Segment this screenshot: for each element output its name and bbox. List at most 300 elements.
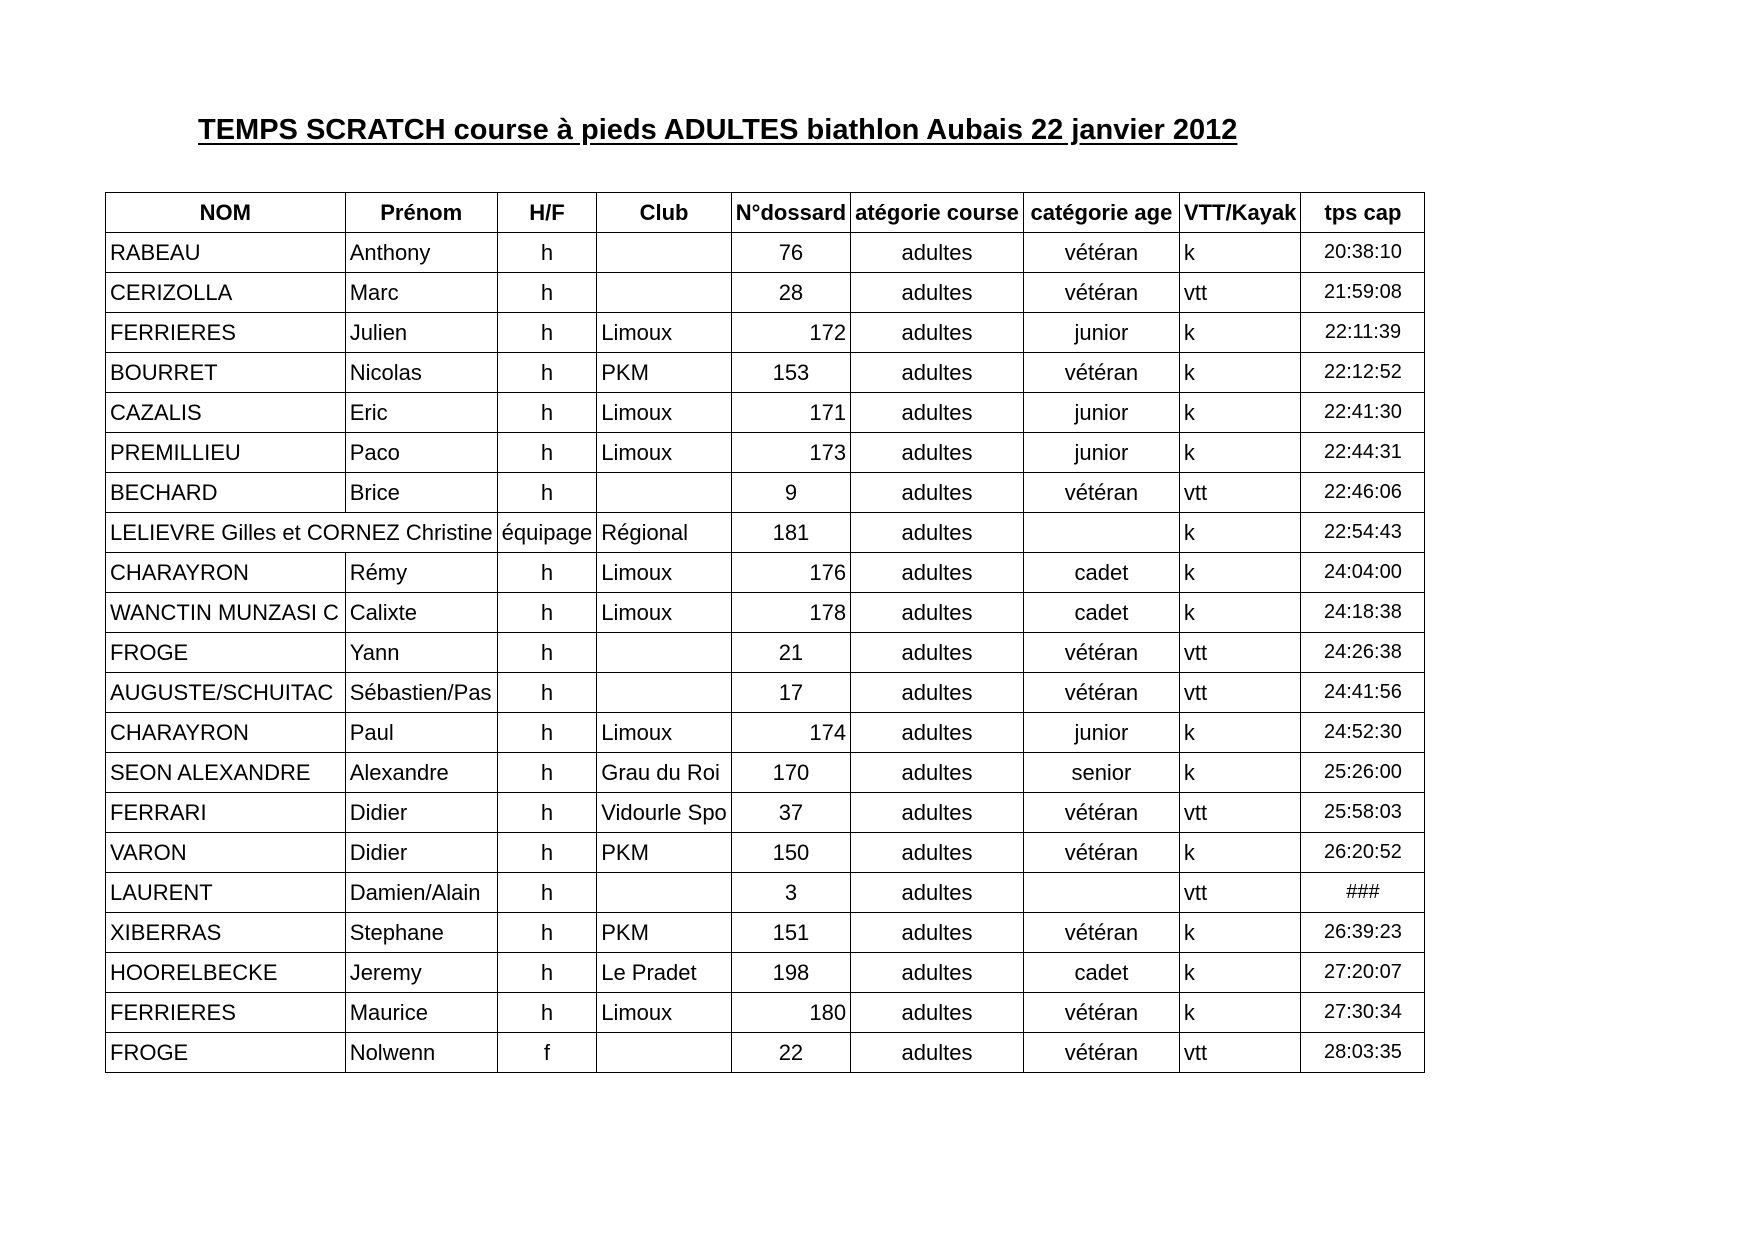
- page-title: TEMPS SCRATCH course à pieds ADULTES biathlon Aubais 22 janvier 2012: [198, 114, 1238, 146]
- cell-tps-cap-text: 20:38:10: [1323, 241, 1402, 263]
- cell-categorie-age: [1023, 433, 1179, 473]
- cell-club: [597, 513, 732, 553]
- cell-prenom-text: Nolwenn: [349, 1039, 436, 1065]
- cell-club: [597, 393, 732, 433]
- cell-categorie-course-text: adultes: [901, 1039, 973, 1065]
- cell-dossard: [731, 353, 850, 393]
- cell-tps-cap: [1301, 393, 1425, 433]
- cell-prenom: [345, 473, 497, 513]
- cell-dossard-text: 153: [772, 359, 810, 385]
- cell-dossard: [731, 513, 850, 553]
- cell-dossard-text: 174: [809, 719, 847, 745]
- cell-sexe: [497, 313, 597, 353]
- cell-nom-text: FROGE: [110, 639, 189, 665]
- cell-tps-cap-text: 27:20:07: [1323, 961, 1402, 983]
- cell-dossard: [731, 953, 850, 993]
- cell-prenom: [345, 713, 497, 753]
- cell-prenom-text: Alexandre: [349, 759, 449, 785]
- cell-club-text: PKM: [601, 839, 649, 865]
- cell-tps-cap-text: 25:26:00: [1323, 761, 1402, 783]
- cell-prenom: [345, 313, 497, 353]
- cell-sexe: [497, 1033, 597, 1073]
- cell-vtt-kayak-text: vtt: [1183, 479, 1208, 505]
- cell-club-text: Limoux: [601, 999, 673, 1025]
- cell-dossard-text: 3: [784, 879, 798, 905]
- cell-nom-text: FERRIERES: [110, 319, 236, 345]
- table-row: [106, 673, 1425, 713]
- cell-tps-cap-text: 22:44:31: [1323, 441, 1402, 463]
- cell-categorie-course-text: adultes: [901, 719, 973, 745]
- table-row: [106, 313, 1425, 353]
- cell-nom-text: LELIEVRE Gilles et CORNEZ Christine: [110, 519, 493, 545]
- cell-prenom-text: Sébastien/Pas: [349, 679, 492, 705]
- cell-prenom: [345, 1033, 497, 1073]
- cell-nom: [106, 273, 346, 313]
- cell-categorie-age: [1023, 993, 1179, 1033]
- cell-club: [597, 273, 732, 313]
- table-row: [106, 513, 1425, 553]
- cell-sexe: [497, 753, 597, 793]
- cell-nom-text: BOURRET: [110, 359, 218, 385]
- cell-tps-cap-text: 24:18:38: [1323, 601, 1402, 623]
- cell-sexe: [497, 273, 597, 313]
- cell-dossard-text: 9: [784, 479, 798, 505]
- cell-club: [597, 753, 732, 793]
- cell-prenom-text: Marc: [349, 279, 399, 305]
- cell-dossard-text: 173: [809, 439, 847, 465]
- cell-categorie-course-text: adultes: [901, 959, 973, 985]
- cell-sexe: [497, 993, 597, 1033]
- cell-club: [597, 873, 732, 913]
- cell-categorie-course: [851, 313, 1024, 353]
- cell-dossard-text: 198: [772, 959, 810, 985]
- cell-tps-cap-text: 24:26:38: [1323, 641, 1402, 663]
- cell-nom: [106, 433, 346, 473]
- cell-prenom: [345, 593, 497, 633]
- cell-tps-cap: [1301, 953, 1425, 993]
- cell-categorie-course-text: adultes: [901, 239, 973, 265]
- cell-vtt-kayak-text: k: [1183, 839, 1195, 865]
- cell-dossard: [731, 873, 850, 913]
- cell-sexe: [497, 633, 597, 673]
- cell-prenom: [345, 793, 497, 833]
- cell-tps-cap: [1301, 593, 1425, 633]
- cell-categorie-age-text: cadet: [1074, 959, 1129, 985]
- cell-tps-cap: [1301, 793, 1425, 833]
- cell-nom-text: WANCTIN MUNZASI C: [110, 599, 339, 625]
- cell-vtt-kayak-text: k: [1183, 399, 1195, 425]
- cell-dossard: [731, 753, 850, 793]
- table-row: [106, 433, 1425, 473]
- cell-vtt-kayak-text: vtt: [1183, 1039, 1208, 1065]
- cell-categorie-course-text: adultes: [901, 999, 973, 1025]
- cell-prenom: [345, 753, 497, 793]
- cell-nom: [106, 473, 346, 513]
- cell-sexe: [497, 833, 597, 873]
- cell-nom-text: VARON: [110, 839, 187, 865]
- cell-dossard: [731, 593, 850, 633]
- cell-nom-text: CHARAYRON: [110, 719, 249, 745]
- cell-dossard: [731, 473, 850, 513]
- cell-categorie-age-text: vétéran: [1064, 279, 1139, 305]
- cell-categorie-age-text: vétéran: [1064, 999, 1139, 1025]
- cell-categorie-course-text: adultes: [901, 639, 973, 665]
- header-sexe: H/F: [497, 193, 597, 233]
- cell-tps-cap: [1301, 873, 1425, 913]
- cell-prenom: [345, 393, 497, 433]
- cell-vtt-kayak-text: k: [1183, 559, 1195, 585]
- cell-categorie-course: [851, 273, 1024, 313]
- cell-categorie-course-text: adultes: [901, 519, 973, 545]
- cell-club-text: Limoux: [601, 719, 673, 745]
- cell-vtt-kayak: [1179, 593, 1301, 633]
- cell-vtt-kayak: [1179, 513, 1301, 553]
- cell-vtt-kayak-text: k: [1183, 319, 1195, 345]
- cell-nom-text: FERRIERES: [110, 999, 236, 1025]
- cell-club-text: Limoux: [601, 559, 673, 585]
- cell-nom-text: RABEAU: [110, 239, 201, 265]
- cell-vtt-kayak-text: k: [1183, 759, 1195, 785]
- cell-sexe: [497, 713, 597, 753]
- cell-prenom-text: Nicolas: [349, 359, 422, 385]
- cell-vtt-kayak-text: k: [1183, 999, 1195, 1025]
- cell-vtt-kayak-text: k: [1183, 959, 1195, 985]
- cell-club: [597, 793, 732, 833]
- cell-nom-text: SEON ALEXANDRE: [110, 759, 311, 785]
- cell-categorie-course: [851, 393, 1024, 433]
- cell-sexe: [497, 353, 597, 393]
- cell-prenom: [345, 433, 497, 473]
- cell-categorie-course: [851, 833, 1024, 873]
- cell-categorie-age-text: vétéran: [1064, 639, 1139, 665]
- cell-club-text: Régional: [601, 519, 689, 545]
- cell-dossard: [731, 793, 850, 833]
- cell-tps-cap-text: 22:54:43: [1323, 521, 1402, 543]
- table-row: [106, 913, 1425, 953]
- cell-club-text: PKM: [601, 919, 649, 945]
- cell-sexe-text: h: [540, 479, 554, 505]
- cell-categorie-age: [1023, 513, 1179, 553]
- cell-categorie-course-text: adultes: [901, 319, 973, 345]
- cell-tps-cap-text: 22:46:06: [1323, 481, 1402, 503]
- header-prenom: Prénom: [345, 193, 497, 233]
- cell-nom-text: CAZALIS: [110, 399, 202, 425]
- cell-dossard-text: 151: [772, 919, 810, 945]
- cell-categorie-age-text: junior: [1074, 719, 1129, 745]
- table-row: [106, 353, 1425, 393]
- cell-categorie-course-text: adultes: [901, 399, 973, 425]
- cell-nom: [106, 393, 346, 433]
- cell-sexe-text: h: [540, 719, 554, 745]
- cell-nom-text: FERRARI: [110, 799, 207, 825]
- cell-dossard-text: 76: [778, 239, 804, 265]
- cell-club: [597, 713, 732, 753]
- cell-categorie-course: [851, 993, 1024, 1033]
- cell-categorie-course-text: adultes: [901, 479, 973, 505]
- cell-vtt-kayak-text: vtt: [1183, 879, 1208, 905]
- cell-categorie-age-text: senior: [1071, 759, 1132, 785]
- cell-dossard: [731, 233, 850, 273]
- table-row: [106, 953, 1425, 993]
- cell-prenom-text: Damien/Alain: [349, 879, 481, 905]
- cell-dossard-text: 22: [778, 1039, 804, 1065]
- header-club: Club: [597, 193, 732, 233]
- table-row: [106, 273, 1425, 313]
- cell-vtt-kayak: [1179, 833, 1301, 873]
- cell-prenom: [345, 673, 497, 713]
- cell-prenom: [345, 233, 497, 273]
- header-categorie-age: catégorie age: [1023, 193, 1179, 233]
- cell-sexe-text: h: [540, 959, 554, 985]
- cell-club: [597, 233, 732, 273]
- cell-categorie-age: [1023, 273, 1179, 313]
- cell-vtt-kayak-text: k: [1183, 359, 1195, 385]
- cell-categorie-age: [1023, 593, 1179, 633]
- cell-tps-cap: [1301, 633, 1425, 673]
- header-nom: NOM: [106, 193, 346, 233]
- table-row: [106, 993, 1425, 1033]
- cell-categorie-age: [1023, 233, 1179, 273]
- cell-nom-text: AUGUSTE/SCHUITAC: [110, 679, 334, 705]
- cell-nom-text: PREMILLIEU: [110, 439, 241, 465]
- cell-prenom: [345, 833, 497, 873]
- cell-club-text: Limoux: [601, 319, 673, 345]
- cell-sexe-text: f: [543, 1039, 550, 1065]
- table-row: [106, 473, 1425, 513]
- cell-categorie-course: [851, 553, 1024, 593]
- cell-club: [597, 633, 732, 673]
- cell-categorie-age-text: junior: [1074, 399, 1129, 425]
- cell-vtt-kayak-text: k: [1183, 439, 1195, 465]
- cell-tps-cap: [1301, 553, 1425, 593]
- table-row: [106, 833, 1425, 873]
- cell-dossard-text: 180: [809, 999, 847, 1025]
- cell-prenom: [345, 913, 497, 953]
- cell-dossard-text: 150: [772, 839, 810, 865]
- cell-vtt-kayak: [1179, 953, 1301, 993]
- cell-vtt-kayak: [1179, 673, 1301, 713]
- cell-dossard: [731, 633, 850, 673]
- cell-categorie-course-text: adultes: [901, 439, 973, 465]
- cell-nom: [106, 513, 498, 553]
- cell-categorie-course: [851, 433, 1024, 473]
- cell-dossard-text: 28: [778, 279, 804, 305]
- cell-sexe: [497, 913, 597, 953]
- cell-tps-cap: [1301, 353, 1425, 393]
- cell-sexe: [497, 793, 597, 833]
- cell-categorie-age-text: cadet: [1074, 559, 1129, 585]
- cell-vtt-kayak: [1179, 313, 1301, 353]
- cell-tps-cap: [1301, 713, 1425, 753]
- cell-vtt-kayak-text: vtt: [1183, 279, 1208, 305]
- cell-vtt-kayak-text: k: [1183, 719, 1195, 745]
- cell-categorie-course: [851, 953, 1024, 993]
- cell-vtt-kayak: [1179, 913, 1301, 953]
- cell-categorie-age: [1023, 313, 1179, 353]
- cell-dossard: [731, 913, 850, 953]
- cell-club: [597, 833, 732, 873]
- cell-categorie-age: [1023, 553, 1179, 593]
- cell-categorie-age: [1023, 1033, 1179, 1073]
- cell-sexe-text: h: [540, 639, 554, 665]
- cell-categorie-course-text: adultes: [901, 559, 973, 585]
- cell-tps-cap: [1301, 913, 1425, 953]
- cell-sexe-text: h: [540, 999, 554, 1025]
- cell-prenom: [345, 353, 497, 393]
- cell-dossard: [731, 1033, 850, 1073]
- cell-vtt-kayak: [1179, 713, 1301, 753]
- results-body: [106, 233, 1425, 1073]
- cell-nom-text: BECHARD: [110, 479, 218, 505]
- cell-tps-cap: [1301, 993, 1425, 1033]
- cell-tps-cap: [1301, 753, 1425, 793]
- cell-dossard-text: 170: [772, 759, 810, 785]
- cell-prenom-text: Maurice: [349, 999, 428, 1025]
- table-row: [106, 713, 1425, 753]
- cell-sexe: [497, 953, 597, 993]
- cell-sexe: [497, 393, 597, 433]
- cell-club-text: PKM: [601, 359, 649, 385]
- cell-categorie-age: [1023, 673, 1179, 713]
- cell-categorie-age-text: vétéran: [1064, 679, 1139, 705]
- cell-categorie-age-text: vétéran: [1064, 1039, 1139, 1065]
- cell-sexe: [497, 433, 597, 473]
- cell-nom-text: HOORELBECKE: [110, 959, 278, 985]
- cell-nom: [106, 793, 346, 833]
- cell-nom: [106, 633, 346, 673]
- cell-club-text: Vidourle Spo: [601, 799, 727, 825]
- cell-nom: [106, 353, 346, 393]
- cell-prenom: [345, 553, 497, 593]
- cell-tps-cap: [1301, 513, 1425, 553]
- cell-dossard-text: 181: [772, 519, 810, 545]
- cell-club: [597, 593, 732, 633]
- cell-dossard-text: 37: [778, 799, 804, 825]
- cell-sexe-text: h: [540, 919, 554, 945]
- cell-tps-cap: [1301, 833, 1425, 873]
- cell-prenom-text: Rémy: [349, 559, 408, 585]
- cell-prenom-text: Eric: [349, 399, 388, 425]
- cell-vtt-kayak-text: k: [1183, 519, 1195, 545]
- cell-prenom: [345, 993, 497, 1033]
- cell-nom: [106, 593, 346, 633]
- cell-club: [597, 433, 732, 473]
- cell-club-text: Limoux: [601, 439, 673, 465]
- cell-prenom-text: Jeremy: [349, 959, 422, 985]
- cell-sexe-text: h: [540, 599, 554, 625]
- cell-dossard: [731, 313, 850, 353]
- cell-vtt-kayak: [1179, 753, 1301, 793]
- cell-categorie-course: [851, 673, 1024, 713]
- cell-sexe-text: h: [540, 759, 554, 785]
- cell-sexe-text: h: [540, 399, 554, 425]
- cell-dossard-text: 21: [778, 639, 804, 665]
- cell-vtt-kayak: [1179, 993, 1301, 1033]
- cell-tps-cap: [1301, 433, 1425, 473]
- cell-club: [597, 353, 732, 393]
- cell-categorie-course-text: adultes: [901, 279, 973, 305]
- table-row: [106, 793, 1425, 833]
- cell-tps-cap-text: 21:59:08: [1323, 281, 1402, 303]
- cell-categorie-age: [1023, 393, 1179, 433]
- cell-categorie-age: [1023, 953, 1179, 993]
- cell-vtt-kayak: [1179, 273, 1301, 313]
- cell-categorie-course: [851, 233, 1024, 273]
- cell-prenom-text: Paul: [349, 719, 394, 745]
- cell-prenom-text: Yann: [349, 639, 400, 665]
- cell-categorie-age: [1023, 913, 1179, 953]
- cell-categorie-course-text: adultes: [901, 799, 973, 825]
- cell-categorie-age-text: vétéran: [1064, 799, 1139, 825]
- cell-categorie-course: [851, 473, 1024, 513]
- cell-categorie-course-text: adultes: [901, 919, 973, 945]
- cell-dossard: [731, 713, 850, 753]
- cell-vtt-kayak: [1179, 353, 1301, 393]
- cell-categorie-course: [851, 1033, 1024, 1073]
- cell-nom: [106, 713, 346, 753]
- cell-categorie-age-text: vétéran: [1064, 239, 1139, 265]
- table-row: [106, 873, 1425, 913]
- cell-sexe: [497, 593, 597, 633]
- cell-nom: [106, 233, 346, 273]
- cell-prenom-text: Calixte: [349, 599, 417, 625]
- cell-nom-text: FROGE: [110, 1039, 189, 1065]
- cell-categorie-course: [851, 593, 1024, 633]
- table-row: [106, 233, 1425, 273]
- cell-prenom: [345, 953, 497, 993]
- cell-vtt-kayak: [1179, 1033, 1301, 1073]
- table-row: [106, 593, 1425, 633]
- table-row: [106, 633, 1425, 673]
- cell-prenom-text: Anthony: [349, 239, 431, 265]
- cell-dossard: [731, 273, 850, 313]
- cell-tps-cap-text: 22:41:30: [1323, 401, 1402, 423]
- cell-categorie-course-text: adultes: [901, 839, 973, 865]
- cell-club-text: Grau du Roi: [601, 759, 720, 785]
- cell-categorie-course: [851, 753, 1024, 793]
- cell-categorie-course: [851, 913, 1024, 953]
- cell-vtt-kayak: [1179, 873, 1301, 913]
- cell-tps-cap-text: 28:03:35: [1323, 1041, 1402, 1063]
- cell-nom: [106, 673, 346, 713]
- cell-club: [597, 913, 732, 953]
- cell-categorie-age-text: junior: [1074, 319, 1129, 345]
- cell-vtt-kayak-text: vtt: [1183, 799, 1208, 825]
- cell-tps-cap-text: 24:52:30: [1323, 721, 1402, 743]
- cell-nom: [106, 833, 346, 873]
- cell-tps-cap-text: 22:12:52: [1323, 361, 1402, 383]
- cell-categorie-course: [851, 353, 1024, 393]
- cell-nom-text: CERIZOLLA: [110, 279, 233, 305]
- cell-vtt-kayak: [1179, 473, 1301, 513]
- cell-club: [597, 673, 732, 713]
- cell-nom: [106, 913, 346, 953]
- cell-nom: [106, 873, 346, 913]
- cell-tps-cap: [1301, 673, 1425, 713]
- cell-dossard-text: 176: [809, 559, 847, 585]
- cell-dossard: [731, 993, 850, 1033]
- cell-categorie-age: [1023, 353, 1179, 393]
- cell-nom: [106, 1033, 346, 1073]
- cell-prenom: [345, 873, 497, 913]
- cell-prenom-text: Julien: [349, 319, 408, 345]
- cell-sexe-text: h: [540, 839, 554, 865]
- cell-categorie-course-text: adultes: [901, 679, 973, 705]
- cell-categorie-age-text: cadet: [1074, 599, 1129, 625]
- cell-club: [597, 993, 732, 1033]
- cell-categorie-course: [851, 633, 1024, 673]
- cell-nom-text: CHARAYRON: [110, 559, 249, 585]
